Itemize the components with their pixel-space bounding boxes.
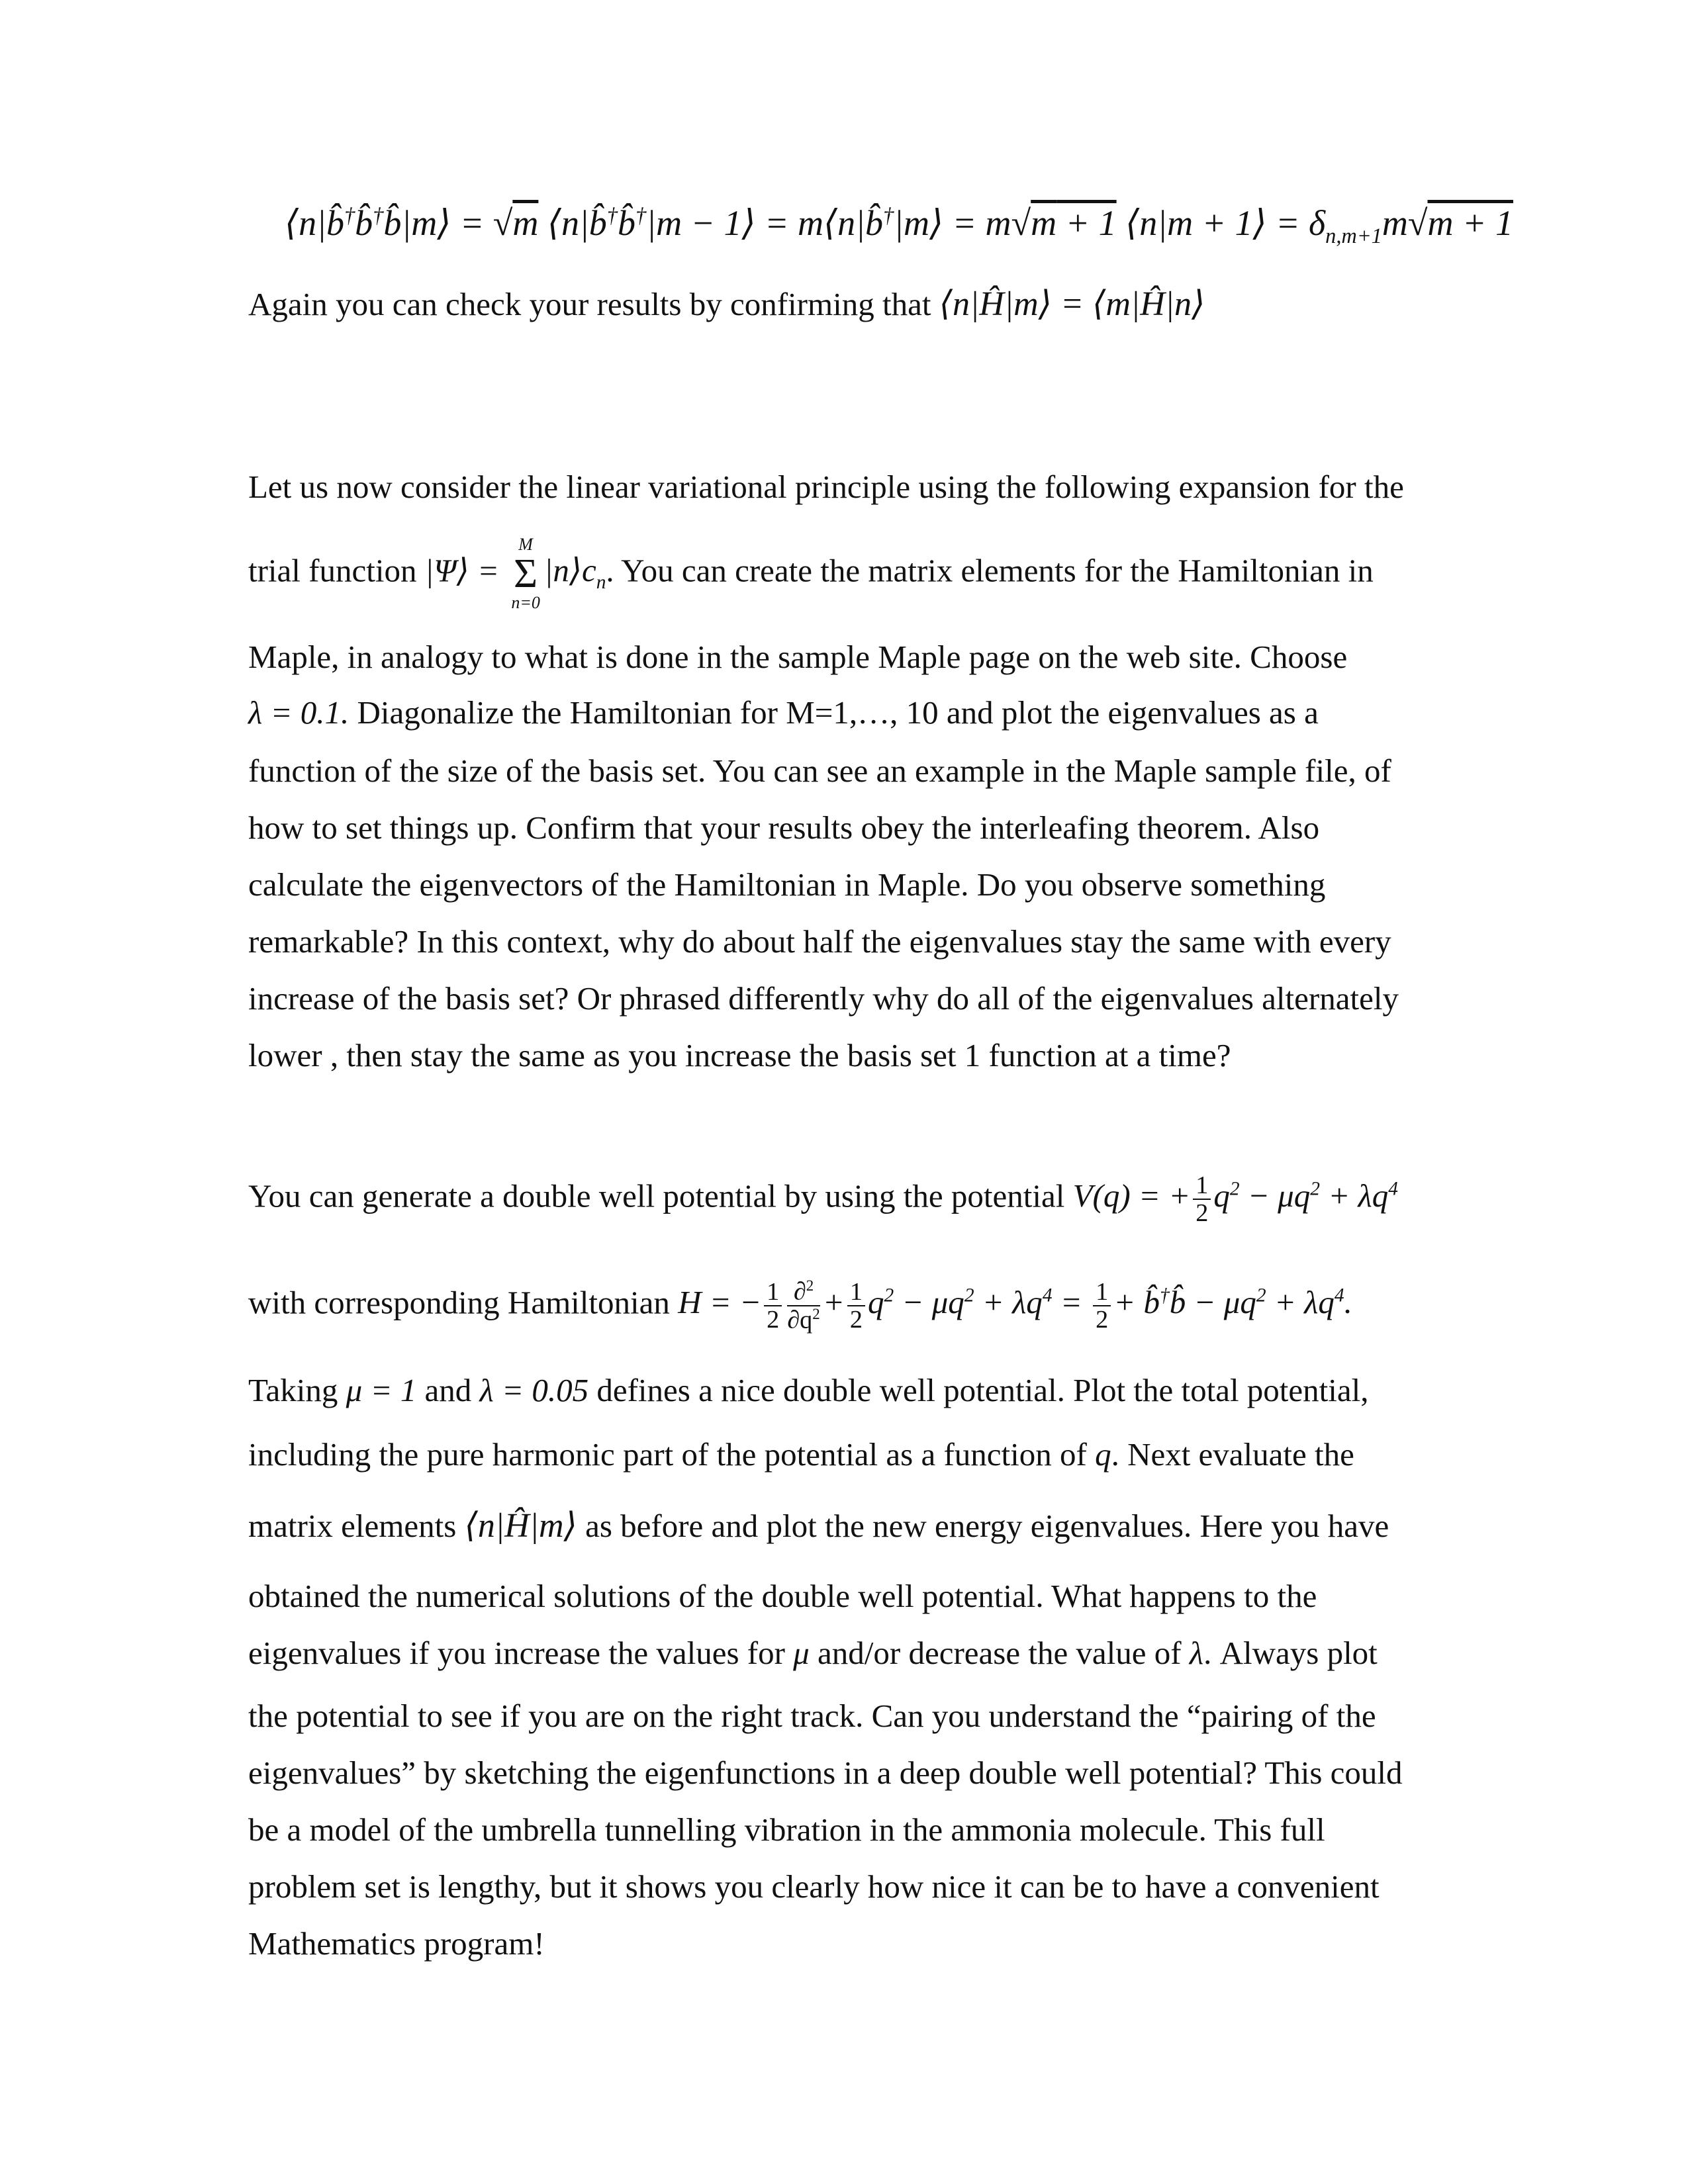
para2-line5: [248, 1506, 1440, 1546]
para1-line7: calculate the eigenvectors of the Hamiltonian in Maple. Do you observe something: [248, 866, 1326, 903]
para1-line5: function of the size of the basis set. You can see an example in the Maple sample file, of: [248, 752, 1391, 789]
equation-top: ⟨n|b̂†b̂†b̂|m⟩ = √m ⟨n|b̂†b̂†|m − 1⟩ = m⟨n|b̂†|m⟩ = m√m + 1 ⟨n|m + 1⟩ = $\delta_{n,m+1}m√m + 1$: [285, 203, 1513, 248]
check-line-equation: ⟨n|Ĥ|m⟩ = ⟨m|Ĥ|n⟩: [939, 285, 1205, 323]
para1-line8: remarkable? In this context, why do about half the eigenvalues stay the same with every: [248, 923, 1391, 960]
para1-line9: increase of the basis set? Or phrased differently why do all of the eigenvalues alternately: [248, 980, 1399, 1017]
and-word: and: [424, 1372, 472, 1408]
lambda-value: λ = 0.1.: [248, 694, 350, 731]
mu-symbol: μ: [793, 1635, 810, 1671]
matrix-elements-label: matrix elements: [248, 1508, 457, 1544]
para2-line8: the potential to see if you are on the right track. Can you understand the “pairing of the: [248, 1698, 1376, 1734]
para2-line6: obtained the numerical solutions of the double well potential. What happens to the: [248, 1578, 1317, 1614]
check-line: [248, 285, 1440, 324]
para2-line4: [248, 1435, 1440, 1475]
lambda-value-2: λ = 0.05: [479, 1372, 589, 1408]
para2-line5-text: as before and plot the new energy eigenvalues. Here you have: [585, 1508, 1389, 1544]
potential-equation: V(q) = + $\frac{1}{2}$ $q^2 - \mu q^2 + \lambda q^4$: [1072, 1171, 1398, 1228]
para2-line7-text: eigenvalues if you increase the values for: [248, 1635, 785, 1671]
summation-symbol: M Σ n=0: [511, 535, 540, 612]
para2-line4-suffix: . Next evaluate the: [1111, 1436, 1354, 1473]
para1-line10: lower , then stay the same as you increase the basis set 1 function at a time?: [248, 1037, 1231, 1073]
variable-q: q: [1095, 1436, 1111, 1473]
para1-line1: Let us now consider the linear variational principle using the following expansion for the: [248, 469, 1404, 505]
para1-line2: trial function |Ψ⟩ = M Σ n=0 $|n⟩c_n$. You can create the matrix elements for the Hamiltonian in: [248, 535, 1374, 612]
matrix-element-equation: ⟨n|Ĥ|m⟩: [464, 1507, 577, 1545]
double-well-text: You can generate a double well potential by using the potential: [248, 1177, 1065, 1214]
para2-line7-mid: and/or decrease the value of: [818, 1635, 1182, 1671]
para1-line4-text: Diagonalize the Hamiltonian for M=1,…, 10 and plot the eigenvalues as a: [357, 694, 1319, 731]
para2-line12: Mathematics program!: [248, 1925, 545, 1962]
para1-line6: how to set things up. Confirm that your results obey the interleafing theorem. Also: [248, 809, 1320, 846]
trial-function-suffix: . You can create the matrix elements for the Hamiltonian in: [606, 552, 1374, 589]
para2-line2: [248, 1266, 1440, 1334]
check-line-text: Again you can check your results by confirming that: [248, 286, 931, 322]
para2-line10: be a model of the umbrella tunnelling vibration in the ammonia molecule. This full: [248, 1811, 1325, 1848]
taking-word: Taking: [248, 1372, 338, 1408]
para2-line11: problem set is lengthy, but it shows you clearly how nice it can be to have a convenient: [248, 1868, 1380, 1905]
para2-line4-text: including the pure harmonic part of the potential as a function of: [248, 1436, 1087, 1473]
para2-line3-text: defines a nice double well potential. Plot the total potential,: [596, 1372, 1369, 1408]
para2-line1: [248, 1160, 1440, 1226]
para1-line4: [248, 693, 1440, 733]
para2-line9: eigenvalues” by sketching the eigenfunctions in a deep double well potential? This could: [248, 1754, 1403, 1791]
hamiltonian-equation: H = − $\frac{1}{2}$ $\frac{\partial^2}{\partial q^2}$ + $\frac{1}{2}$ $q^2 - \mu q^2 + \lambda q^4$ = $\frac{1}{2}$ + b̂†b̂ − $\mu q^2 + \lambda q^4$.: [678, 1277, 1352, 1334]
hamiltonian-label: with corresponding Hamiltonian: [248, 1284, 670, 1321]
lambda-symbol: λ: [1189, 1635, 1204, 1671]
para1-line3: Maple, in analogy to what is done in the sample Maple page on the web site. Choose: [248, 639, 1348, 675]
para2-line3: [248, 1371, 1440, 1410]
trial-function-label: trial function: [248, 552, 417, 589]
para2-line7: [248, 1633, 1440, 1673]
para2-line7-suffix: . Always plot: [1203, 1635, 1378, 1671]
mu-value: μ = 1: [346, 1372, 417, 1408]
